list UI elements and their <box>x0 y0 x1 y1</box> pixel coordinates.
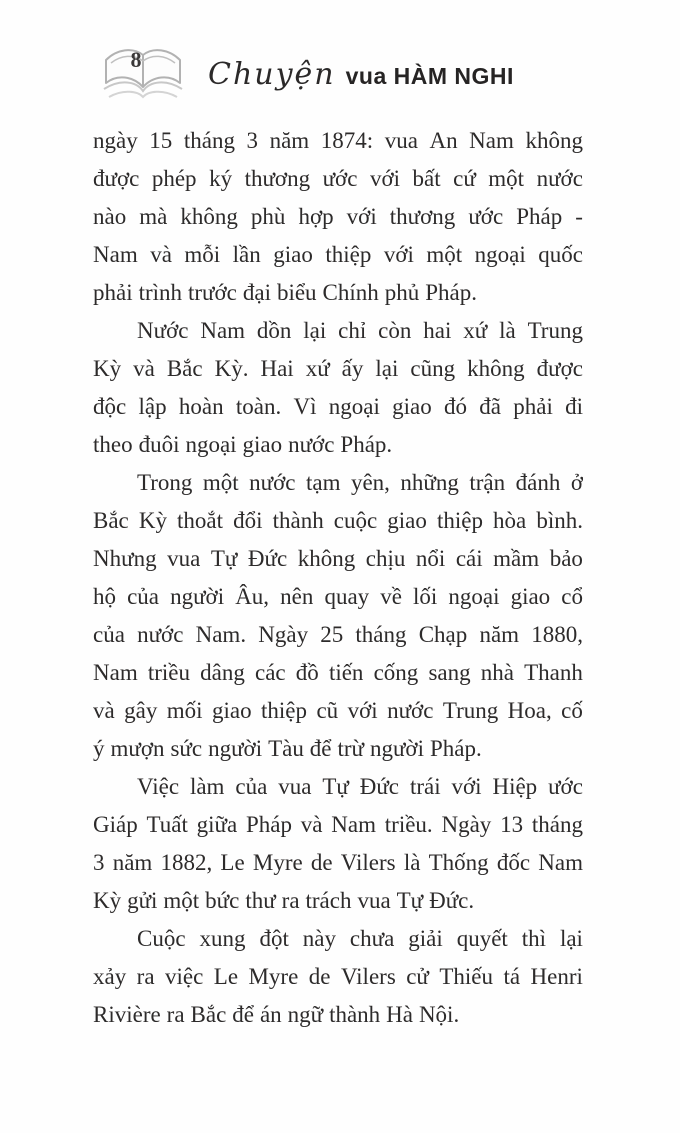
open-book-icon <box>100 46 186 102</box>
text-line: độc lập hoàn toàn. Vì ngoại giao đó đã phải đi <box>93 394 583 419</box>
text-line: Cuộc xung đột này chưa giải quyết thì lại <box>137 926 583 951</box>
text-line: ngày 15 tháng 3 năm 1874: vua An Nam không <box>93 128 583 153</box>
text-line: nào mà không phù hợp với thương ước Pháp - <box>93 204 583 229</box>
text-line: Nam và mỗi lần giao thiệp với một ngoại quốc <box>93 242 583 267</box>
text-line: Việc làm của vua Tự Đức trái với Hiệp ước <box>137 774 583 799</box>
paragraph <box>93 768 583 920</box>
paragraph <box>93 920 583 1034</box>
text-line: Nhưng vua Tự Đức không chịu nổi cái mầm bảo <box>93 546 583 571</box>
text-line: theo đuôi ngoại giao nước Pháp. <box>93 432 393 457</box>
body-text <box>93 122 583 1034</box>
text-line: Giáp Tuất giữa Pháp và Nam triều. Ngày 13 tháng <box>93 812 583 837</box>
text-line: ý mượn sức người Tàu để trừ người Pháp. <box>93 736 482 761</box>
paragraph <box>93 122 583 312</box>
text-line: Rivière ra Bắc để án ngữ thành Hà Nội. <box>93 1002 460 1027</box>
paragraph <box>93 464 583 768</box>
text-line: 3 năm 1882, Le Myre de Vilers là Thống đốc Nam <box>93 850 583 875</box>
text-line: và gây mối giao thiệp cũ với nước Trung Hoa, cố <box>93 698 583 723</box>
page-number: 8 <box>130 47 142 72</box>
text-line: của nước Nam. Ngày 25 tháng Chạp năm 1880, <box>93 622 583 647</box>
text-line: Bắc Kỳ thoắt đổi thành cuộc giao thiệp hòa bình. <box>93 508 583 533</box>
text-line: phải trình trước đại biểu Chính phủ Pháp. <box>93 280 477 305</box>
text-line: Kỳ gửi một bức thư ra trách vua Tự Đức. <box>93 888 475 913</box>
text-line: xảy ra việc Le Myre de Vilers cử Thiếu tá Henri <box>93 964 583 989</box>
text-line: Nam triều dâng các đồ tiến cống sang nhà Thanh <box>93 660 583 685</box>
text-line: hộ của người Âu, nên quay về lối ngoại giao cổ <box>93 584 583 609</box>
text-line: Trong một nước tạm yên, những trận đánh ở <box>137 470 583 495</box>
page-header <box>100 46 514 102</box>
chapter-title <box>208 57 514 92</box>
text-line: được phép ký thương ước với bất cứ một nước <box>93 166 583 191</box>
text-line: Nước Nam dồn lại chỉ còn hai xứ là Trung <box>137 318 583 343</box>
chapter-title-script-word: Chuyện <box>208 56 336 92</box>
chapter-title-main: vua HÀM NGHI <box>345 62 514 89</box>
paragraph <box>93 312 583 464</box>
text-line: Kỳ và Bắc Kỳ. Hai xứ ấy lại cũng không được <box>93 356 583 381</box>
